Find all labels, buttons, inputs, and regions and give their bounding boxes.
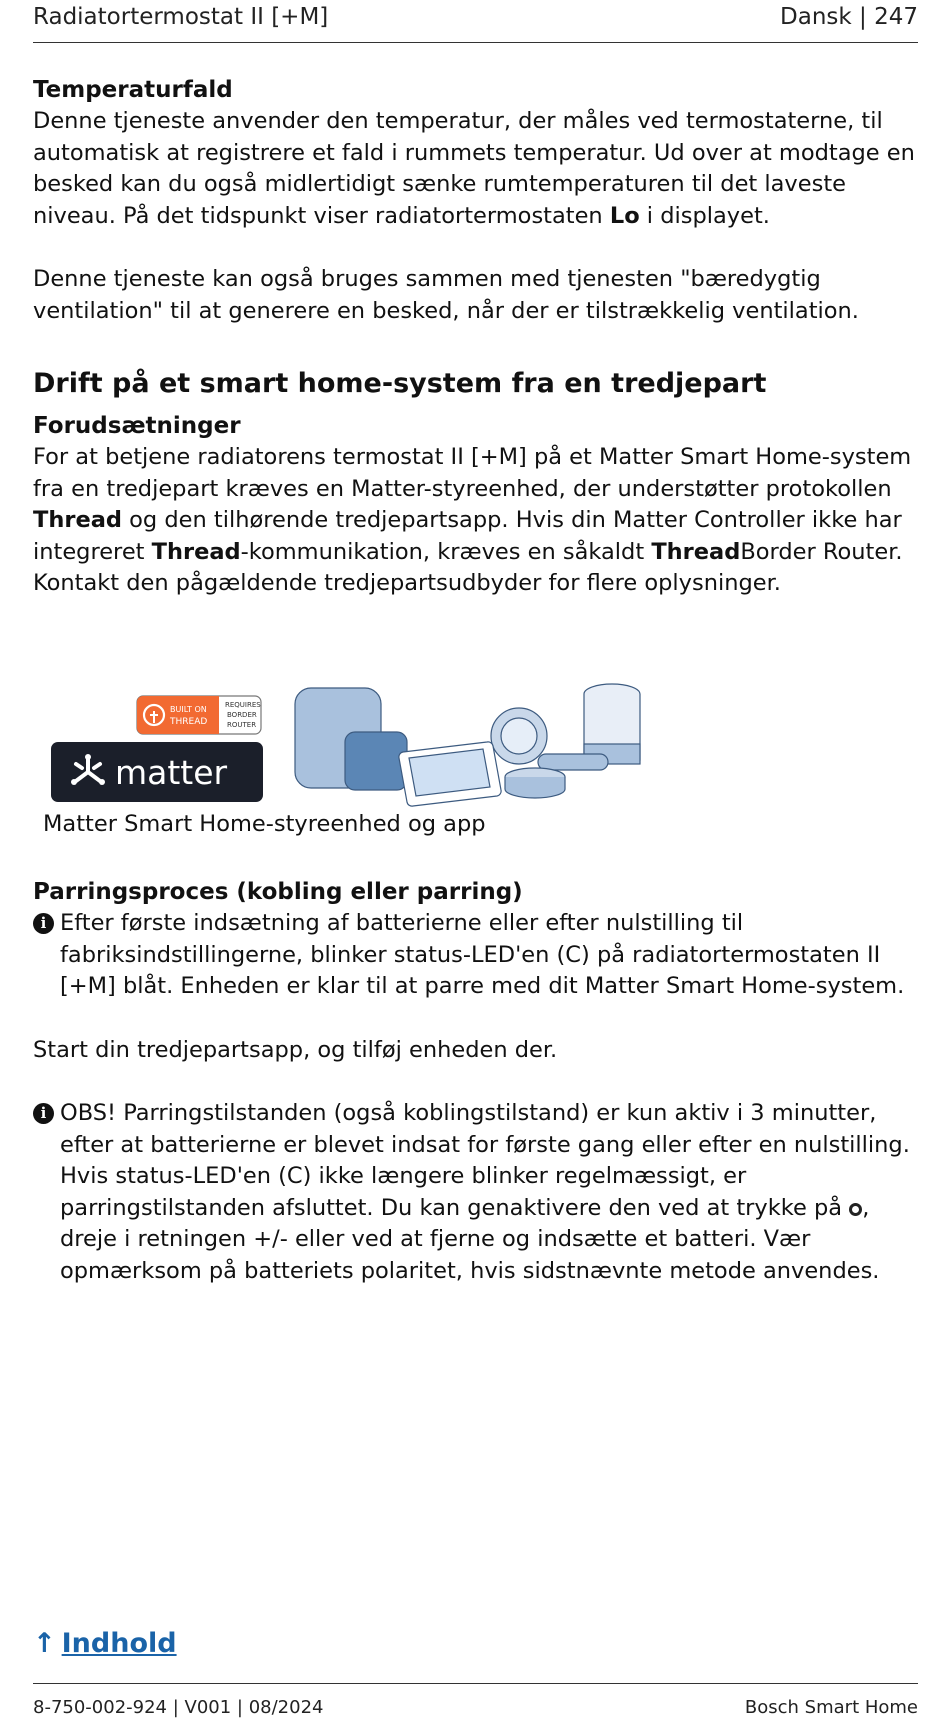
button-o-icon — [849, 1203, 862, 1216]
badge-line1: BUILT ON — [170, 705, 207, 714]
matter-wordmark: matter — [115, 753, 228, 792]
page-header — [33, 4, 918, 30]
page-footer — [33, 1697, 918, 1718]
footer-doc-id: 8-750-002-924 | V001 | 08/2024 — [33, 1697, 324, 1718]
subsection-heading: Forudsætninger — [33, 413, 241, 439]
info-note — [33, 908, 918, 1003]
badge-right-2: BORDER — [227, 711, 257, 719]
footer-rule — [33, 1683, 918, 1684]
matter-logo — [51, 742, 263, 802]
section-heading: Parringsproces (kobling eller parring) — [33, 879, 523, 905]
info-text: OBS! Parringstilstanden (også koblingstilstand) er kun aktiv i 3 minutter, efter at batterierne er blevet indsat for første gang eller efter en nulstilling. Hvis status-LED'en (C) ikke længere blinker regelmæssigt, er parringstilstanden afsluttet. Du kan genaktivere den ved at trykke på , dreje i retningen +/- eller ved at fjerne og indsætte et batteri. Vær opmærksom på batteriets polaritet, hvis sidstnævnte metode anvendes. — [60, 1100, 910, 1284]
header-rule — [33, 42, 918, 43]
info-icon: i — [33, 1103, 54, 1124]
info-icon: i — [33, 913, 54, 934]
paragraph: Start din tredjepartsapp, og tilføj enheden der. — [33, 1036, 558, 1063]
section-temperaturfald — [33, 77, 918, 327]
info-note — [33, 1098, 918, 1287]
manual-page — [33, 0, 918, 1728]
badge-line2: THREAD — [170, 717, 208, 727]
header-title: Radiatortermostat II [+M] — [33, 4, 329, 30]
paragraph: Denne tjeneste anvender den temperatur, der måles ved termostaterne, til automatisk at registrere et fald i rummets temperatur. Ud over at modtage en besked kan du også midlertidigt sænke rumtemperaturen til det laveste niveau. På det tidspunkt viser radiatortermostaten Lo i displayet. — [33, 108, 915, 229]
info-text: Efter første indsætning af batterierne eller efter nulstilling til fabriksindstillingerne, blinker status-LED'en (C) på radiatortermostaten II [+M] blåt. Enheden er klar til at parre med dit Matter Smart Home-system. — [60, 910, 905, 999]
section-heading: Temperaturfald — [33, 77, 233, 103]
section-pairing — [33, 879, 918, 1287]
thread-badge — [137, 696, 261, 734]
paragraph: For at betjene radiatorens termostat II [+M] på et Matter Smart Home-system fra en tredjepart kræves en Matter-styreenhed, der understøtter protokollen Thread og den tilhørende tredjepartsapp. Hvis din Matter Controller ikke har integreret Thread-kommunikation, kræves en såkaldt ThreadBorder Router. Kontakt den pågældende tredjepartsudbyder for flere oplysninger. — [33, 444, 912, 596]
contents-link[interactable]: Indhold — [61, 1628, 177, 1659]
badge-right-1: REQUIRES — [225, 701, 261, 709]
badge-right-3: ROUTER — [227, 721, 257, 729]
paragraph: Denne tjeneste kan også bruges sammen med tjenesten "bæredygtig ventilation" til at generere en besked, når der er tilstrækkelig ventilation. — [33, 266, 859, 324]
matter-figure — [33, 680, 918, 810]
section-third-party — [33, 368, 918, 600]
footer-brand: Bosch Smart Home — [744, 1697, 918, 1718]
header-page-number: Dansk | 247 — [780, 4, 918, 30]
lo-label: Lo — [609, 202, 640, 229]
matter-devices-illustration — [33, 680, 663, 810]
figure-caption: Matter Smart Home-styreenhed og app — [43, 811, 486, 837]
contents-nav — [33, 1628, 918, 1659]
devices-illustration — [295, 684, 640, 806]
section-heading: Drift på et smart home-system fra en tredjepart — [33, 368, 767, 399]
arrow-up-icon: ↑ — [33, 1628, 56, 1659]
